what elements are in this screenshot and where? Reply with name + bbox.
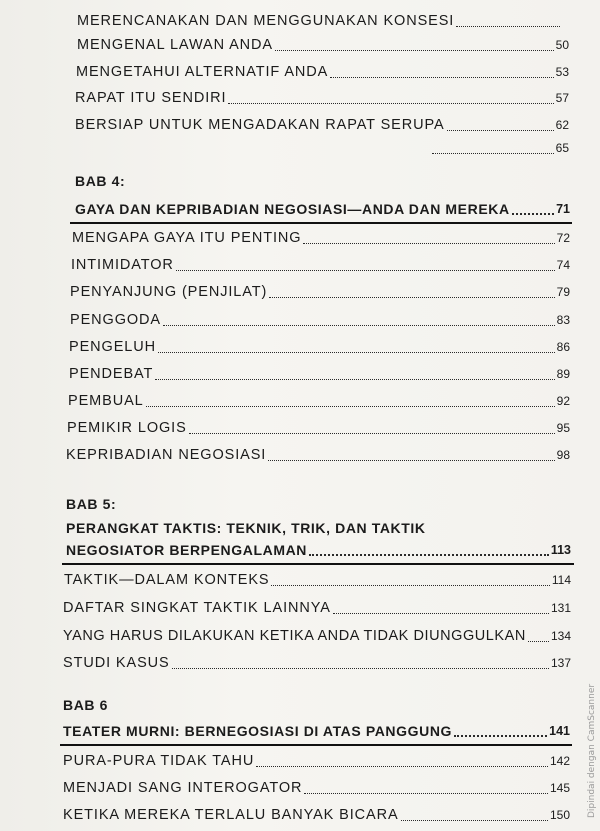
- toc-entry: [70, 283, 570, 301]
- leader-dots: [163, 325, 555, 326]
- toc-entry-label: MENJADI SANG INTEROGATOR: [63, 780, 303, 796]
- toc-entry-label: BERSIAP UNTUK MENGADAKAN RAPAT SERUPA: [75, 117, 445, 133]
- toc-entry-label: PENDEBAT: [69, 366, 154, 382]
- toc-entry: [77, 12, 562, 30]
- toc-entry-label: MENGETAHUI ALTERNATIF ANDA: [76, 64, 329, 80]
- toc-entry: [71, 256, 570, 274]
- scanner-watermark: [582, 663, 597, 823]
- toc-entry-label: RAPAT ITU SENDIRI: [75, 90, 227, 106]
- chapter-title-text: TEATER MURNI: BERNEGOSIASI DI ATAS PANGGUNG: [63, 723, 453, 739]
- leader-dots: [155, 379, 554, 380]
- toc-entry-page: 83: [556, 313, 570, 327]
- toc-entry-page: 92: [556, 394, 570, 408]
- toc-entry-label: KEPRIBADIAN NEGOSIASI: [66, 447, 267, 463]
- toc-entry-page: 74: [556, 258, 570, 272]
- chapter-title-page: 113: [550, 543, 571, 557]
- toc-entry: [75, 116, 569, 134]
- toc-entry: [63, 627, 571, 645]
- toc-entry-page: 150: [549, 808, 570, 822]
- toc-entry: [72, 229, 570, 247]
- toc-entry-page: 98: [556, 448, 570, 462]
- chapter-title: [75, 200, 570, 218]
- leader-dots: [309, 554, 549, 556]
- toc-entry: [69, 338, 570, 356]
- toc-entry-continuation: [430, 139, 569, 157]
- toc-entry: [69, 365, 570, 383]
- toc-entry: [70, 311, 570, 329]
- toc-entry-page: 62: [555, 118, 569, 132]
- toc-entry-page: 86: [556, 340, 570, 354]
- leader-dots: [528, 641, 549, 642]
- toc-entry-page: 65: [555, 141, 569, 155]
- leader-dots: [189, 433, 555, 434]
- leader-dots: [172, 668, 549, 669]
- toc-entry-page: 114: [551, 573, 571, 587]
- chapter-title: [66, 541, 571, 559]
- toc-entry-page: 79: [556, 285, 570, 299]
- toc-entry: [66, 446, 570, 464]
- toc-entry-page: 134: [550, 629, 571, 643]
- leader-dots: [432, 153, 554, 154]
- chapter-title-page: 71: [556, 202, 570, 216]
- chapter-rule: [70, 222, 572, 224]
- leader-dots: [271, 585, 549, 586]
- toc-entry: [63, 599, 571, 617]
- toc-entry: [68, 392, 570, 410]
- toc-entry-page: 89: [556, 367, 570, 381]
- leader-dots: [447, 130, 554, 131]
- toc-entry-page: 131: [550, 601, 571, 615]
- leader-dots: [303, 243, 554, 244]
- leader-dots: [228, 103, 553, 104]
- toc-entry-label: KETIKA MEREKA TERLALU BANYAK BICARA: [63, 807, 399, 823]
- chapter-title: [63, 722, 570, 740]
- leader-dots: [256, 766, 548, 767]
- leader-dots: [333, 613, 549, 614]
- chapter-heading: BAB 6: [63, 697, 109, 713]
- leader-dots: [275, 50, 554, 51]
- leader-dots: [304, 793, 548, 794]
- scanner-watermark-text: Dipindai dengan CamScanner: [587, 683, 597, 818]
- toc-entry-page: 50: [555, 38, 569, 52]
- leader-dots: [401, 820, 548, 821]
- toc-entry-label: PURA-PURA TIDAK TAHU: [63, 753, 255, 769]
- chapter-heading: BAB 4:: [75, 173, 126, 189]
- toc-entry-page: 145: [549, 781, 570, 795]
- toc-entry: [63, 752, 570, 770]
- toc-entry: [64, 571, 571, 589]
- toc-entry: [76, 63, 569, 81]
- toc-entry-label: MENGAPA GAYA ITU PENTING: [72, 230, 302, 246]
- leader-dots: [146, 406, 555, 407]
- toc-entry-label: PENGELUH: [69, 339, 156, 355]
- toc-entry-page: 53: [555, 65, 569, 79]
- toc-entry: [75, 89, 569, 107]
- toc-entry-label: MERENCANAKAN DAN MENGGUNAKAN KONSESI: [77, 13, 455, 29]
- toc-entry-label: PEMIKIR LOGIS: [67, 420, 187, 436]
- toc-entry-page: 72: [556, 231, 570, 245]
- toc-entry-label: PENYANJUNG (PENJILAT): [70, 284, 268, 300]
- toc-entry-page: 57: [555, 91, 569, 105]
- leader-dots: [176, 270, 555, 271]
- toc-entry-page: 137: [550, 656, 571, 670]
- leader-dots: [454, 735, 547, 737]
- toc-entry-label: PEMBUAL: [68, 393, 144, 409]
- toc-entry-label: TAKTIK—DALAM KONTEKS: [64, 572, 270, 588]
- toc-entry: [77, 36, 569, 54]
- toc-entry-page: 142: [549, 754, 570, 768]
- toc-entry-label: PENGGODA: [70, 312, 161, 328]
- chapter-title-text: NEGOSIATOR BERPENGALAMAN: [66, 542, 308, 558]
- toc-entry-label: MENGENAL LAWAN ANDA: [77, 37, 273, 53]
- toc-entry-label: INTIMIDATOR: [71, 257, 174, 273]
- leader-dots: [269, 297, 554, 298]
- chapter-title-text: GAYA DAN KEPRIBADIAN NEGOSIASI—ANDA DAN MEREKA: [75, 201, 510, 217]
- chapter-heading: BAB 5:: [66, 496, 117, 512]
- chapter-title-line: PERANGKAT TAKTIS: TEKNIK, TRIK, DAN TAKTIK: [66, 520, 426, 536]
- leader-dots: [456, 26, 560, 27]
- toc-entry-label: YANG HARUS DILAKUKAN KETIKA ANDA TIDAK DIUNGGULKAN: [63, 628, 526, 644]
- leader-dots: [512, 213, 554, 215]
- leader-dots: [268, 460, 554, 461]
- leader-dots: [330, 77, 553, 78]
- chapter-title-page: 141: [549, 724, 570, 738]
- chapter-rule: [62, 563, 574, 565]
- toc-entry-page: 95: [556, 421, 570, 435]
- toc-entry: [63, 806, 570, 824]
- toc-entry-label: DAFTAR SINGKAT TAKTIK LAINNYA: [63, 600, 331, 616]
- chapter-rule: [60, 744, 572, 746]
- toc-entry: [67, 419, 570, 437]
- toc-entry: [63, 654, 571, 672]
- toc-entry: [63, 779, 570, 797]
- toc-entry-label: STUDI KASUS: [63, 655, 170, 671]
- leader-dots: [158, 352, 555, 353]
